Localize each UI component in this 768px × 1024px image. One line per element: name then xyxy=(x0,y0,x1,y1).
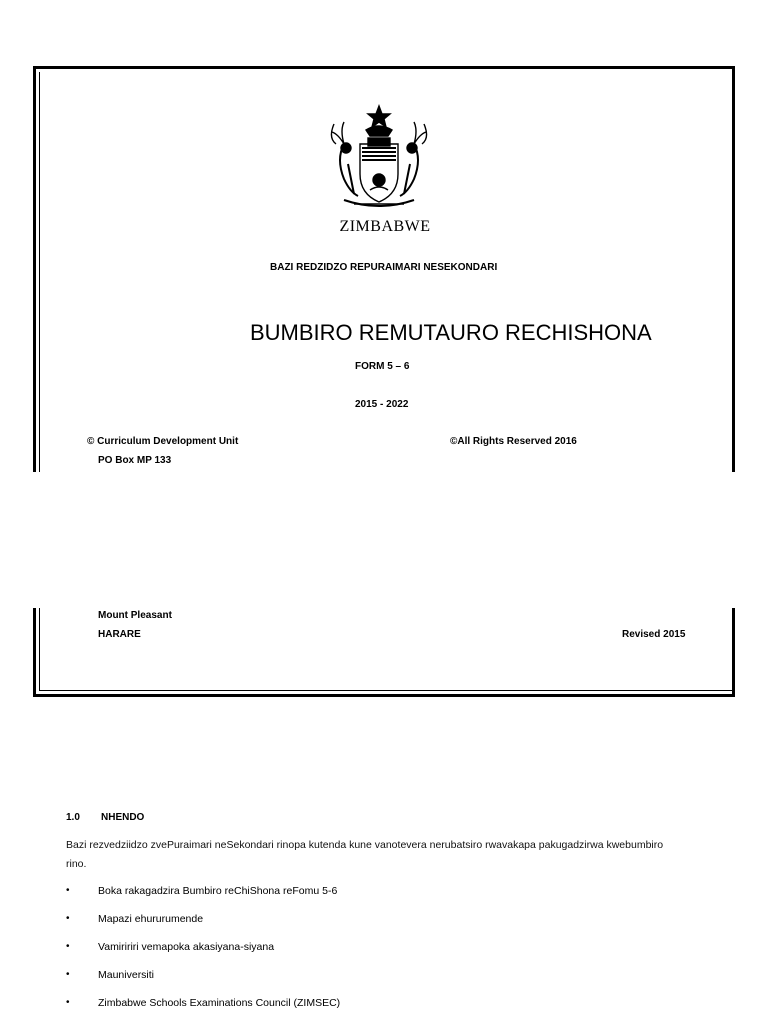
year-range: 2015 - 2022 xyxy=(355,399,409,410)
list-item: Vamiririri vemapoka akasiyana-siyana xyxy=(98,941,275,953)
cover-frame-bottom xyxy=(33,608,735,697)
country-name: ZIMBABWE xyxy=(339,218,431,235)
document-title: BUMBIRO REMUTAURO RECHISHONA xyxy=(250,320,652,345)
bullet-marker: • xyxy=(66,941,70,952)
section-paragraph-line-1: Bazi rezvedziidzo zvePuraimari neSekondari rinopa kutenda kune vanotevera nerubatsiro rwavakapa pakugadzirwa kwebumbiro xyxy=(66,839,664,851)
ministry-name: BAZI REDZIDZO REPURAIMARI NESEKONDARI xyxy=(270,262,498,273)
address-city: HARARE xyxy=(98,629,141,640)
section-number: 1.0 xyxy=(66,812,80,823)
zimbabwe-coat-of-arms-icon xyxy=(314,104,444,214)
bullet-marker: • xyxy=(66,969,70,980)
bullet-marker: • xyxy=(66,997,70,1008)
bullet-marker: • xyxy=(66,885,70,896)
revised-date: Revised 2015 xyxy=(622,629,686,640)
address-area: Mount Pleasant xyxy=(98,610,172,621)
copyright-unit: © Curriculum Development Unit xyxy=(87,436,239,447)
bullet-marker: • xyxy=(66,913,70,924)
list-item: Zimbabwe Schools Examinations Council (ZIMSEC) xyxy=(98,997,341,1009)
list-item: Boka rakagadzira Bumbiro reChiShona reFomu 5-6 xyxy=(98,885,338,897)
list-item: Mapazi ehururumende xyxy=(98,913,204,925)
section-paragraph-line-2: rino. xyxy=(66,858,87,870)
form-level: FORM 5 – 6 xyxy=(355,361,410,372)
rights-reserved: ©All Rights Reserved 2016 xyxy=(450,436,577,447)
section-heading: NHENDO xyxy=(101,812,145,823)
list-item: Mauniversiti xyxy=(98,969,155,981)
address-po-box: PO Box MP 133 xyxy=(98,455,172,466)
